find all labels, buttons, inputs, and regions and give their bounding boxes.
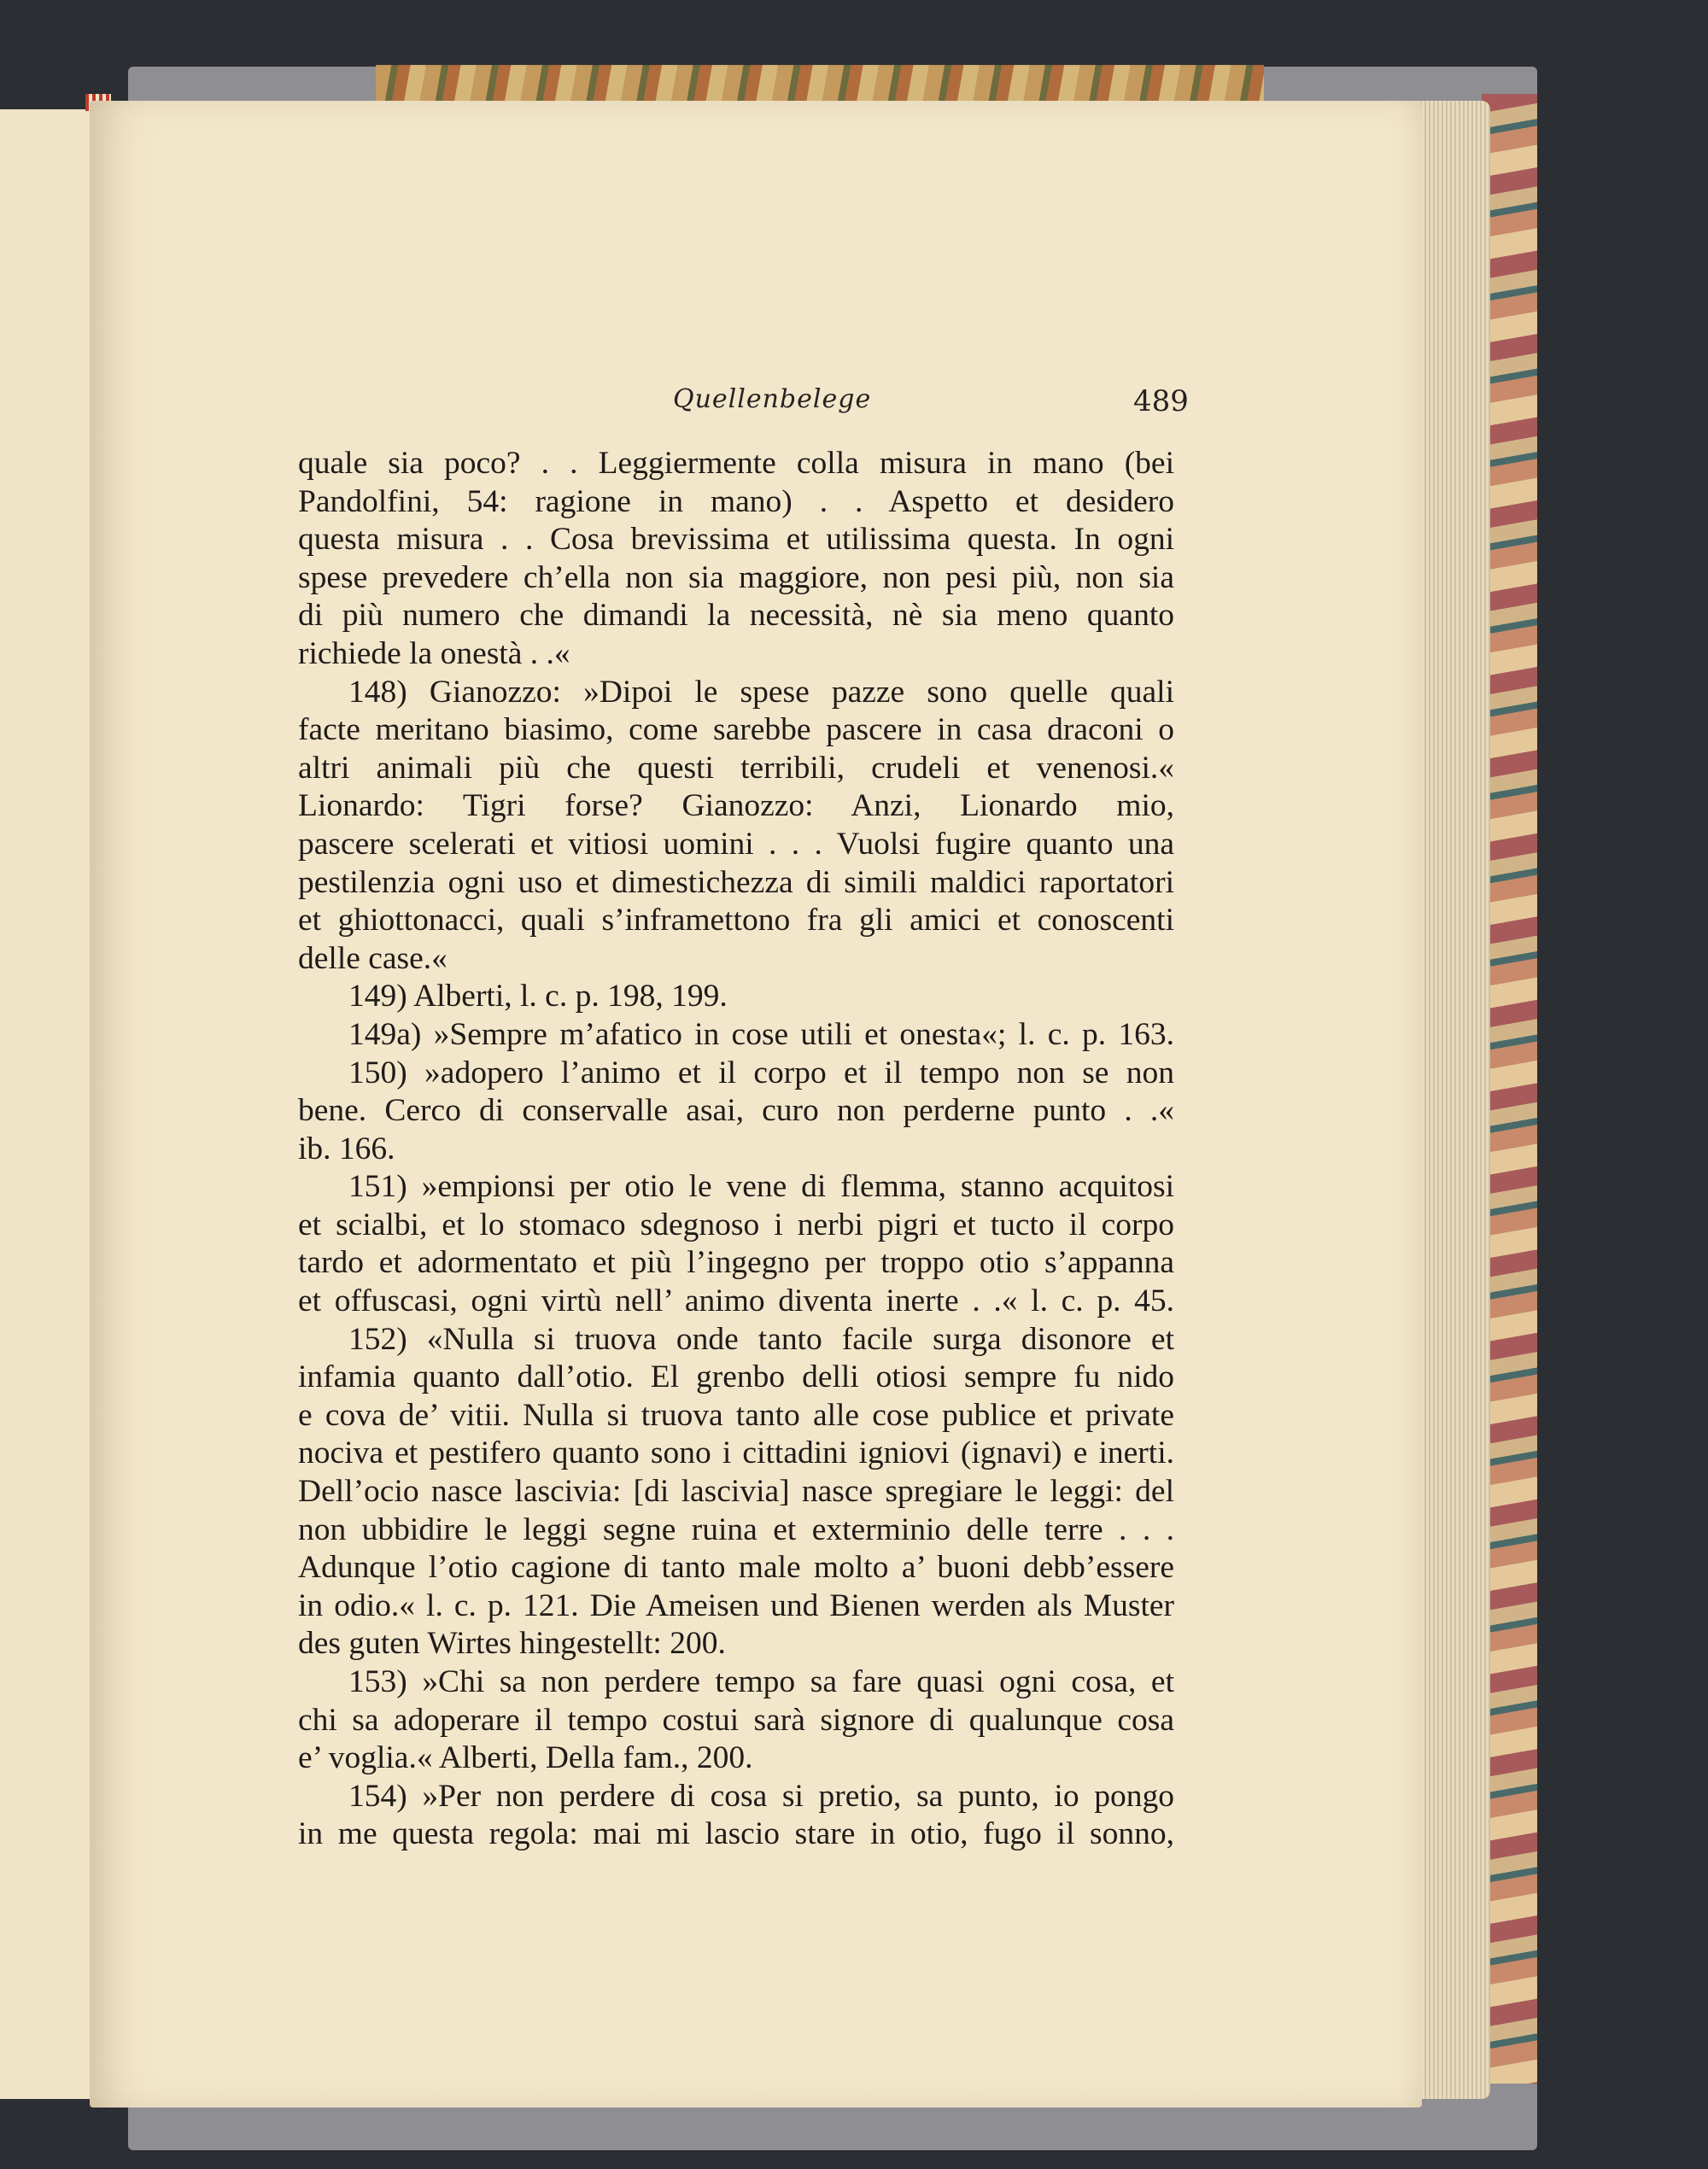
text-line: di più numero che dimandi la necessità, nè sia meno quanto	[298, 598, 1174, 634]
page-number: 489	[1133, 384, 1189, 418]
text-line: Pandolfini, 54: ragione in mano) . . Aspetto et desidero	[298, 483, 1174, 519]
text-line: et offuscasi, ogni virtù nell’ animo diventa inerte . .« l. c. p. 45.	[298, 1283, 1174, 1319]
text-line: infamia quanto dall’otio. El grenbo delli otiosi sempre fu nido	[298, 1359, 1174, 1395]
text-line: 149a) »Sempre m’afatico in cose utili et onesta«; l. c. p. 163.	[348, 1016, 1174, 1052]
text-line: 151) »empionsi per otio le vene di flemma, stanno acquitosi	[348, 1169, 1174, 1205]
text-line: 153) »Chi sa non perdere tempo sa fare quasi ogni cosa, et	[348, 1664, 1174, 1699]
text-line: spese prevedere ch’ella non sia maggiore, non pesi più, non sia	[298, 559, 1174, 595]
text-line: Adunque l’otio cagione di tanto male molto a’ buoni debb’essere	[298, 1550, 1174, 1586]
book-page	[90, 101, 1422, 2108]
body-text	[298, 445, 1174, 1854]
text-line: facte meritano biasimo, come sarebbe pascere in casa draconi o	[298, 712, 1174, 748]
text-line: chi sa adoperare il tempo costui sarà signore di qualunque cosa	[298, 1702, 1174, 1738]
text-line: delle case.«	[298, 940, 447, 976]
text-line: quale sia poco? . . Leggiermente colla misura in mano (bei	[298, 446, 1174, 481]
text-line: e’ voglia.« Alberti, Della fam., 200.	[298, 1740, 753, 1776]
text-line: richiede la onestà . .«	[298, 635, 570, 671]
text-line: bene. Cerco di conservalle asai, curo non perderne punto . .«	[298, 1093, 1174, 1129]
text-line: tardo et adormentato et più l’ingegno per troppo otio s’appanna	[298, 1245, 1174, 1281]
text-line: non ubbidire le leggi segne ruina et exterminio delle terre . . .	[298, 1511, 1174, 1547]
text-line: in me questa regola: mai mi lascio stare in otio, fugo il sonno,	[298, 1816, 1174, 1852]
text-line: e cova de’ vitii. Nulla si truova tanto alle cose publice et private	[298, 1397, 1174, 1433]
text-line: 149) Alberti, l. c. p. 198, 199.	[348, 979, 728, 1014]
facing-page	[0, 109, 94, 2099]
text-line: 154) »Per non perdere di cosa si pretio, sa punto, io pongo	[348, 1778, 1174, 1814]
text-line: questa misura . . Cosa brevissima et utilissima questa. In ogni	[298, 522, 1174, 558]
running-head: Quellenbelege	[673, 384, 872, 414]
text-line: 152) «Nulla si truova onde tanto facile surga disonore et	[348, 1321, 1174, 1357]
text-line: 150) »adopero l’animo et il corpo et il tempo non se non	[348, 1055, 1174, 1090]
text-line: nociva et pestifero quanto sono i cittadini igniovi (ignavi) e inerti.	[298, 1435, 1174, 1471]
text-line: 148) Gianozzo: »Dipoi le spese pazze sono quelle quali	[348, 674, 1174, 710]
text-line: Lionardo: Tigri forse? Gianozzo: Anzi, Lionardo mio,	[298, 788, 1174, 824]
text-line: et scialbi, et lo stomaco sdegnoso i nerbi pigri et tucto il corpo	[298, 1207, 1174, 1242]
text-line: ib. 166.	[298, 1131, 395, 1166]
text-line: pascere scelerati et vitiosi uomini . . . Vuolsi fugire quanto una	[298, 826, 1174, 862]
text-line: pestilenzia ogni uso et dimestichezza di simili maldici raportatori	[298, 864, 1174, 900]
text-line: Dell’ocio nasce lascivia: [di lascivia] nasce spregiare le leggi: del	[298, 1474, 1174, 1510]
text-line: des guten Wirtes hingestellt: 200.	[298, 1626, 726, 1662]
text-line: et ghiottonacci, quali s’inframettono fra gli amici et conoscenti	[298, 903, 1174, 938]
page-header	[90, 384, 1422, 422]
text-line: in odio.« l. c. p. 121. Die Ameisen und Bienen werden als Muster	[298, 1587, 1174, 1623]
text-line: altri animali più che questi terribili, crudeli et venenosi.«	[298, 750, 1174, 786]
